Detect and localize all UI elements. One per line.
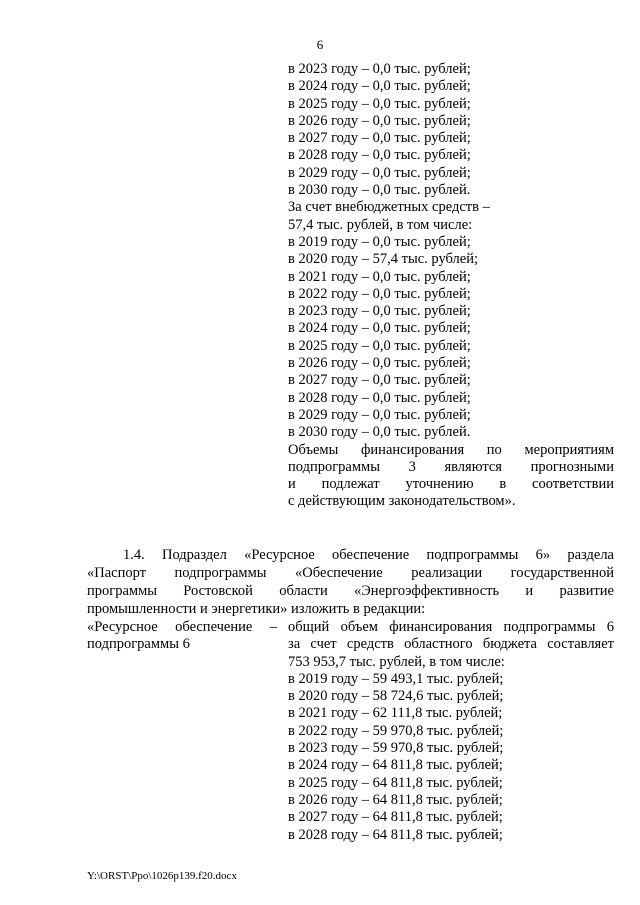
text-line: в 2028 году – 0,0 тыс. рублей; [288,389,471,406]
resource-label [87,619,277,654]
text-line: в 2022 году – 59 970,8 тыс. рублей; [288,722,504,739]
text-line: в 2020 году – 57,4 тыс. рублей; [288,251,479,268]
text-line: «Ресурсное обеспечение – [87,619,277,635]
text-line: Объемы финансирования по мероприятиям [288,441,614,458]
text-line: в 2028 году – 0,0 тыс. рублей; [288,147,471,164]
text-line: в 2022 году – 0,0 тыс. рублей; [288,285,471,302]
text-line: в 2023 году – 0,0 тыс. рублей; [288,303,471,320]
text-line: в 2025 году – 0,0 тыс. рублей; [288,95,471,112]
text-line: в 2027 году – 64 811,8 тыс. рублей; [288,809,503,826]
text-line: общий объем финансирования подпрограммы 6 [288,619,614,635]
text-line: 1.4. Подраздел «Ресурсное обеспечение подпрограммы 6» раздела [123,547,614,563]
text-line: в 2027 году – 0,0 тыс. рублей; [288,372,471,389]
text-line: в 2026 году – 64 811,8 тыс. рублей; [288,791,503,808]
text-line: За счет внебюджетных средств – [288,199,490,216]
text-line: в 2029 году – 0,0 тыс. рублей; [288,406,471,423]
text-line: в 2025 году – 0,0 тыс. рублей; [288,337,471,354]
text-line: в 2021 году – 62 111,8 тыс. рублей; [288,705,503,722]
text-line: в 2020 году – 58 724,6 тыс. рублей; [288,688,504,705]
text-line: в 2024 году – 64 811,8 тыс. рублей; [288,757,503,774]
text-line: за счет средств областного бюджета составляет [288,636,614,653]
text-line: подпрограммы 3 являются прогнозными [288,458,614,475]
text-line: в 2024 году – 0,0 тыс. рублей; [288,78,471,95]
text-line: в 2019 году – 0,0 тыс. рублей; [288,233,471,250]
text-line: в 2028 году – 64 811,8 тыс. рублей; [288,826,503,843]
text-line: в 2027 году – 0,0 тыс. рублей; [288,130,471,147]
page-number: 6 [316,37,324,52]
text-line: в 2030 году – 0,0 тыс. рублей. [288,182,471,199]
text-line: в 2021 году – 0,0 тыс. рублей; [288,268,471,285]
footer-file-path: Y:\ORST\Ppo\1026p139.f20.docx [87,870,237,882]
text-line: программы Ростовской области «Энергоэффективность и развитие [87,583,614,599]
text-line: 753 953,7 тыс. рублей, в том числе: [288,653,505,670]
text-line: с действующим законодательством». [288,493,516,510]
financing-block-1 [288,61,614,511]
text-line: и подлежат уточнению в соответствии [288,476,614,493]
text-line: в 2030 году – 0,0 тыс. рублей. [288,424,471,441]
text-line: в 2025 году – 64 811,8 тыс. рублей; [288,774,503,791]
financing-block-2 [288,619,614,844]
text-line: в 2023 году – 59 970,8 тыс. рублей; [288,740,504,757]
text-line: в 2026 году – 0,0 тыс. рублей; [288,355,471,372]
text-line: в 2024 году – 0,0 тыс. рублей; [288,320,471,337]
text-line: промышленности и энергетики» изложить в редакции: [87,601,426,617]
text-line: в 2019 году – 59 493,1 тыс. рублей; [288,670,504,687]
text-line: подпрограммы 6 [87,636,190,653]
text-line: «Паспорт подпрограммы «Обеспечение реализации государственной [87,565,614,581]
text-line: в 2026 году – 0,0 тыс. рублей; [288,112,471,129]
amendment-paragraph [87,546,614,618]
text-line: 57,4 тыс. рублей, в том числе: [288,216,473,233]
text-line: в 2023 году – 0,0 тыс. рублей; [288,61,471,77]
text-line: в 2029 году – 0,0 тыс. рублей; [288,164,471,181]
